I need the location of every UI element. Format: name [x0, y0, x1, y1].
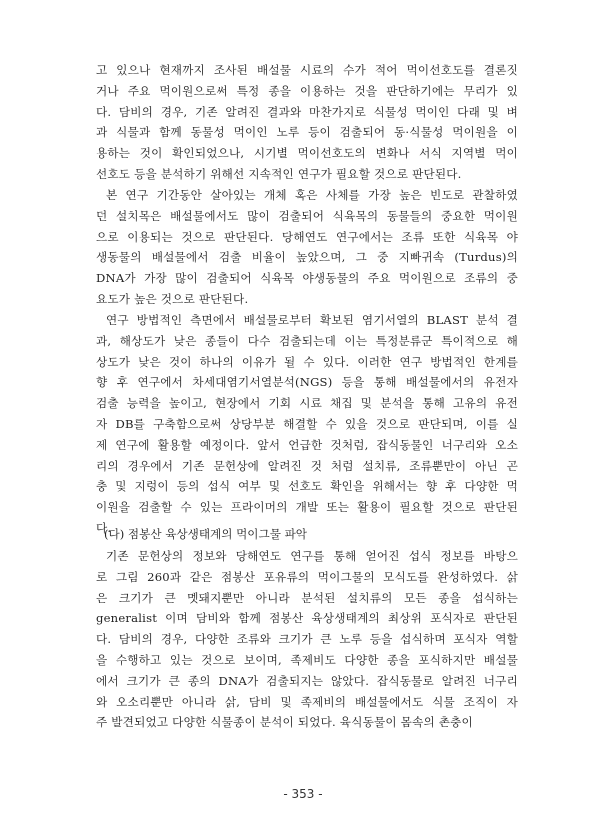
- text-line: 자 DB를 구축함으로써 상당부분 해결할 수 있을 것으로 판단되며, 이를 실: [96, 416, 518, 431]
- text-line: 본 연구 기간동안 살아있는 개체 혹은 사체를 가장 높은 빈도로 관찰하였: [106, 188, 518, 202]
- text-line: 향 후 연구에서 차세대염기서열분석(NGS) 등을 통해 배설물에서의 유전자: [96, 375, 518, 390]
- text-line: 리의 경우에서 기존 문헌상에 알려진 것 처럼 설치류, 조류뿐만이 아닌 곤: [96, 458, 518, 473]
- text-line: 충 및 지렁이 등의 섭식 여부 및 선호도 확인을 위해서는 향 후 다양한 먹: [96, 479, 518, 494]
- text-line: 요도가 높은 것으로 판단된다.: [96, 291, 249, 306]
- text-line: 상도가 낮은 것이 하나의 이유가 될 수 있다. 이러한 연구 방법적인 한계를: [96, 354, 518, 369]
- text-line: 거나 주요 먹이원으로써 특정 종을 이용하는 것을 판단하기에는 무리가 있: [96, 83, 518, 98]
- text-line: 다. 담비의 경우, 다양한 조류와 크기가 큰 노루 등을 섭식하며 포식자 역할: [96, 632, 518, 647]
- text-line: 선호도 등을 분석하기 위해선 지속적인 연구가 필요할 것으로 판단된다.: [96, 166, 462, 181]
- text-line: 을 수행하고 있는 것으로 보이며, 족제비도 다양한 종을 포식하지만 배설물: [96, 652, 518, 667]
- text-line: 주 발견되었고 다양한 식물종이 분석이 되었다. 육식동물이 몸속의 촌충이: [96, 715, 473, 730]
- paragraph-food-preference: [96, 60, 518, 185]
- paragraph-rodent-bird-prey: [96, 185, 518, 310]
- text-line: 고 있으나 현재까지 조사된 배설물 시료의 수가 적어 먹이선호도를 결론짓: [96, 63, 518, 77]
- text-line: 에서 크기가 큰 종의 DNA가 검출되지는 않았다. 잡식동물로 알려진 너구리: [96, 673, 518, 688]
- text-line: 연구 방법적인 측면에서 배설물로부터 확보된 염기서열의 BLAST 분석 결: [106, 313, 518, 327]
- text-line: DNA가 가장 많이 검출되어 식육목 야생동물의 주요 먹이원으로 조류의 중: [96, 271, 518, 286]
- text-line: 용하는 것이 확인되었으나, 시기별 먹이선호도의 변화나 서식 지역별 먹이: [96, 146, 518, 161]
- text-line: generalist 이며 담비와 함께 점봉산 육상생태계의 최상위 포식자로 판단된: [96, 611, 518, 626]
- page-number: - 353 -: [283, 787, 323, 801]
- text-line: 와 오소리뿐만 아니라 삵, 담비 및 족제비의 배설물에서도 식물 조직이 자: [96, 694, 518, 709]
- text-line: 제 연구에 활용할 예정이다. 앞서 언급한 것처럼, 잡식동물인 너구리와 오소: [96, 437, 518, 452]
- text-line: 다.: [96, 520, 112, 535]
- text-line: 과 식물과 함께 동물성 먹이인 노루 등이 검출되어 동·식물성 먹이원을 이: [96, 125, 518, 140]
- text-line: 다. 담비의 경우, 기존 알려진 결과와 마찬가지로 식물성 먹이인 다래 및 벼: [96, 104, 518, 119]
- text-line: 과, 해상도가 낮은 종들이 다수 검출되는데 이는 특정분류군 특이적으로 해: [96, 333, 518, 348]
- text-line: 은 크기가 큰 멧돼지뿐만 아니라 분석된 설치류의 모든 종을 섭식하는: [96, 590, 518, 605]
- text-line: 던 설치목은 배설물에서도 많이 검출되어 식육목의 동물들의 중요한 먹이원: [96, 208, 518, 223]
- text-line: 생동물의 배설물에서 검출 비율이 높았으며, 그 중 지빠귀속 (Turdus)의: [96, 250, 518, 265]
- text-line: 으로 이용되는 것으로 판단된다. 당해연도 연구에서는 조류 또한 식육목 야: [96, 229, 518, 244]
- text-line: 로 그림 260과 같은 점봉산 포유류의 먹이그물의 모식도를 완성하였다. 삵: [96, 569, 518, 584]
- text-line: 이원을 검출할 수 있는 프라이머의 개발 또는 활용이 필요할 것으로 판단된: [96, 500, 518, 515]
- paragraph-methodology: [96, 310, 518, 539]
- section-heading: (다) 점봉산 육상생태계의 먹이그물 파악: [104, 527, 307, 541]
- text-line: 기존 문헌상의 정보와 당해연도 연구를 통해 얻어진 섭식 정보를 바탕으: [106, 549, 518, 563]
- paragraph-food-web: [96, 546, 518, 733]
- text-line: 검출 능력을 높이고, 현장에서 기회 시료 채집 및 분석을 통해 고유의 유전: [96, 396, 518, 411]
